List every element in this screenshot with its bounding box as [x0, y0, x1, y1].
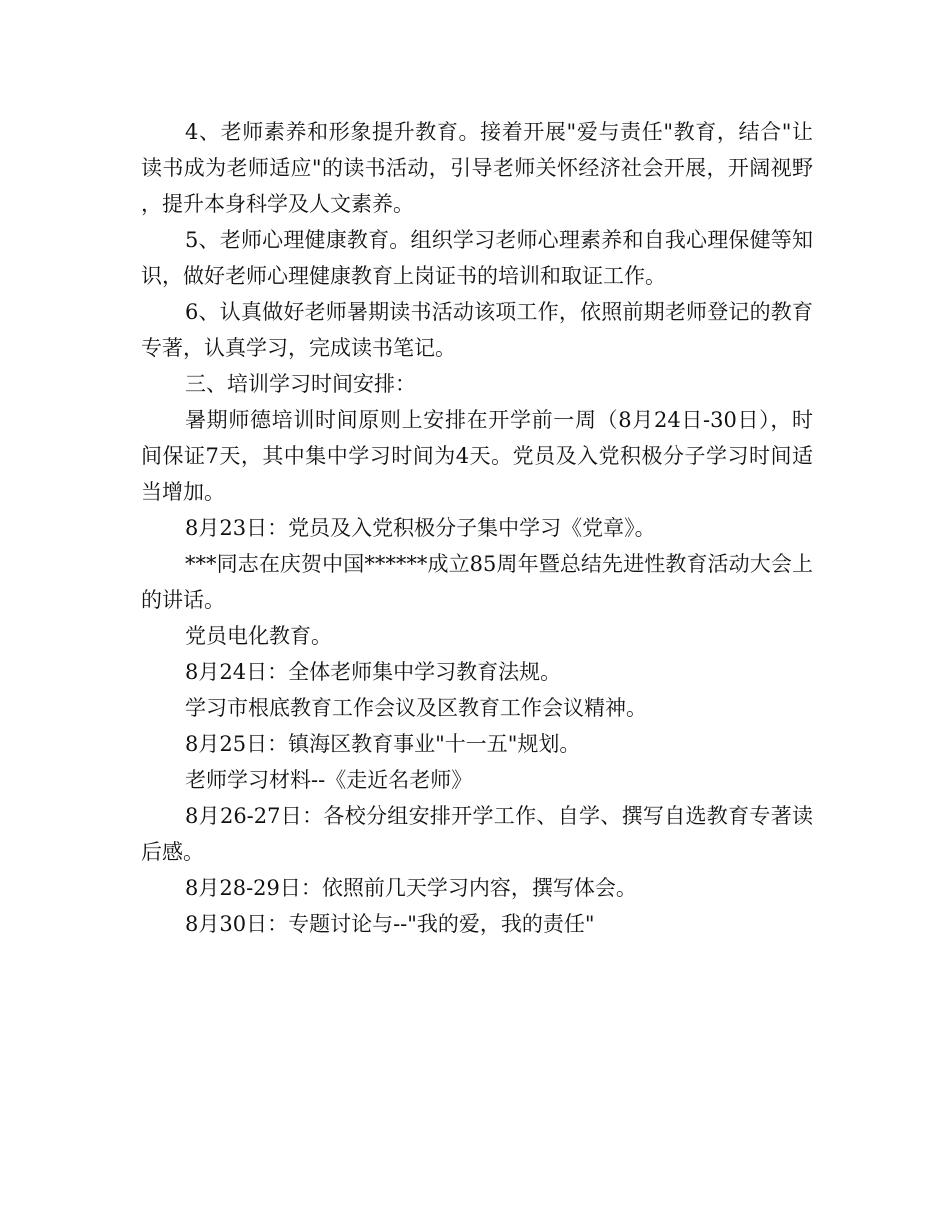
- schedule-item-aug28-29: 8月28-29日：依照前几天学习内容，撰写体会。: [185, 876, 637, 900]
- document-body: [141, 114, 813, 942]
- paragraph-mental-health: 5、老师心理健康教育。组织学习老师心理素养和自我心理保健等知识，做好老师心理健康教育上岗证书的培训和取证工作。: [141, 228, 813, 288]
- schedule-item-aug26-27: 8月26-27日：各校分组安排开学工作、自学、撰写自选教育专著读后感。: [141, 804, 813, 864]
- schedule-item-meeting-spirit: 学习市根底教育工作会议及区教育工作会议精神。: [185, 696, 647, 720]
- paragraph-summer-reading: 6、认真做好老师暑期读书活动该项工作，依照前期老师登记的教育专著，认真学习，完成读书笔记。: [141, 300, 813, 360]
- schedule-item-party-education: 党员电化教育。: [185, 624, 332, 648]
- section-heading-schedule: 三、培训学习时间安排：: [185, 372, 416, 396]
- schedule-item-aug23: 8月23日：党员及入党积极分子集中学习《党章》。: [185, 516, 656, 540]
- schedule-item-speech: ***同志在庆贺中国******成立85周年暨总结先进性教育活动大会上的讲话。: [141, 552, 813, 612]
- schedule-item-aug25: 8月25日：镇海区教育事业"十一五"规划。: [185, 732, 581, 756]
- schedule-item-aug24: 8月24日：全体老师集中学习教育法规。: [185, 660, 562, 684]
- schedule-item-study-material: 老师学习材料--《走近名老师》: [185, 768, 473, 792]
- paragraph-teacher-literacy: 4、老师素养和形象提升教育。接着开展"爱与责任"教育，结合"让读书成为老师适应"的读书活动，引导老师关怀经济社会开展，开阔视野，提升本身科学及人文素养。: [141, 120, 813, 216]
- paragraph-schedule-overview: 暑期师德培训时间原则上安排在开学前一周（8月24日-30日），时间保证7天，其中集中学习时间为4天。党员及入党积极分子学习时间适当增加。: [141, 408, 813, 504]
- schedule-item-aug30: 8月30日：专题讨论与--"我的爱，我的责任": [185, 912, 595, 936]
